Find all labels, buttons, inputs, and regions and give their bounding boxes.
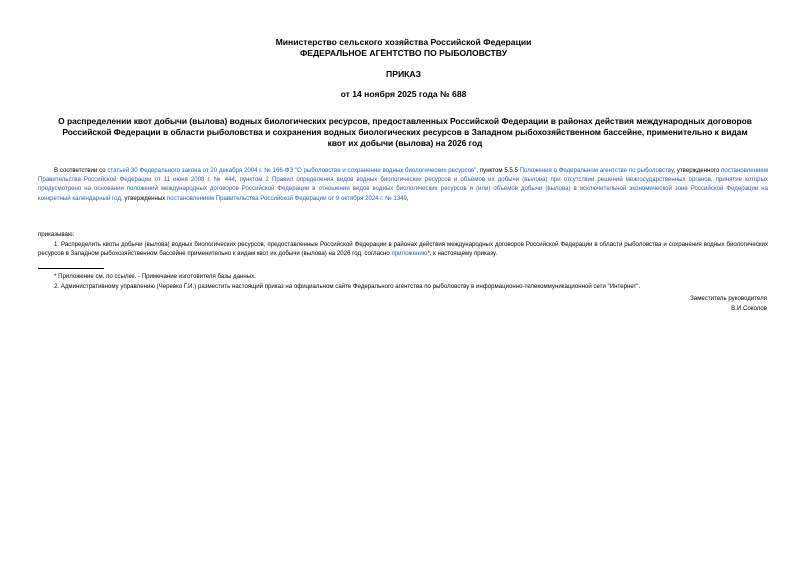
agency-name: ФЕДЕРАЛЬНОЕ АГЕНТСТВО ПО РЫБОЛОВСТВУ xyxy=(299,48,508,58)
preamble-text-3: , утвержденного xyxy=(673,167,722,174)
item-1-tail: *, к настоящему приказу. xyxy=(427,250,498,258)
signatory-name: В.И.Соколов xyxy=(731,305,767,312)
document-type: ПРИКАЗ xyxy=(386,69,421,79)
document-title: О распределении квот добычи (вылова) водных биологических ресурсов, предоставленных Российской Федерации в районах действия международных договоров Российской Федерации в области рыболовства и сохранения водных биологических ресурсов в Западном рыбохозяйственном бассейне, применительно к видам квот их добычи (вылова) на 2026 год xyxy=(58,116,752,149)
link-resolution-444[interactable]: постановлением Правительства Российской Федерации от 11 июня 2008 г. № 444 xyxy=(38,167,769,184)
item-2-paragraph: 2. Административному управлению (Черевко Г.И.) разместить настоящий приказ на официальном сайте Федерального агентства по рыболовству в информационно-телекоммуникационной сети "Интернет". xyxy=(54,283,641,290)
document-date-number: от 14 ноября 2025 года № 688 xyxy=(340,89,467,99)
link-resolution-1349[interactable]: постановлением Правительства Российской Федерации от 9 октября 2024 г. № 1349 xyxy=(167,194,407,202)
link-appendix[interactable]: приложению xyxy=(391,250,428,258)
preamble-text-2: , пунктом 5.5.5 xyxy=(476,167,520,174)
ministry-name: Министерство сельского хозяйства Российской Федерации xyxy=(275,37,532,47)
item-1-paragraph xyxy=(38,240,768,258)
order-word: приказываю: xyxy=(38,231,75,238)
item-1-text: 1. Распределить квоты добычи (вылова) водных биологических ресурсов, предоставленные Российской Федерации в районах действия международных договоров Российской Федерации в области рыболовства и сохранения водных биологических ресурсов в Западном рыбохозяйственном бассейне применительно к видам квот их добычи (вылова) на 2026 год, согласно xyxy=(38,241,768,258)
footnote: * Приложение см. по ссылке. - Примечание изготовителя базы данных. xyxy=(54,273,256,280)
link-agency-regulation[interactable]: Положения о Федеральном агентстве по рыболовству xyxy=(519,167,674,174)
preamble-paragraph xyxy=(38,166,768,203)
signatory-position: Заместитель руководителя xyxy=(690,295,767,302)
link-federal-law-166[interactable]: статьей 30 Федерального закона от 20 декабря 2004 г. № 166-ФЗ "О рыболовстве и сохранении водных биологических ресурсов" xyxy=(107,167,477,174)
link-rules-point-2[interactable]: пунктом 2 Правил определения видов водных биологических ресурсов и объёмов их добычи (вылова) при отсутствии решений межгосударственных органов, принятие которых предусмотрено на основании положений международных договоров Российской Федерации в отношении видов водных биологических ресурсов и (или) объёмов добычи (вылова) в исключительной экономической зоне Российской Федерации на конкретный календарный год xyxy=(38,176,768,202)
preamble-text-6: , xyxy=(406,194,409,202)
footnote-divider xyxy=(38,268,104,269)
preamble-text-5: , утвержденных xyxy=(120,194,167,202)
preamble-text-1: В соответствии со xyxy=(54,167,108,174)
preamble-text-4: , xyxy=(234,176,240,184)
